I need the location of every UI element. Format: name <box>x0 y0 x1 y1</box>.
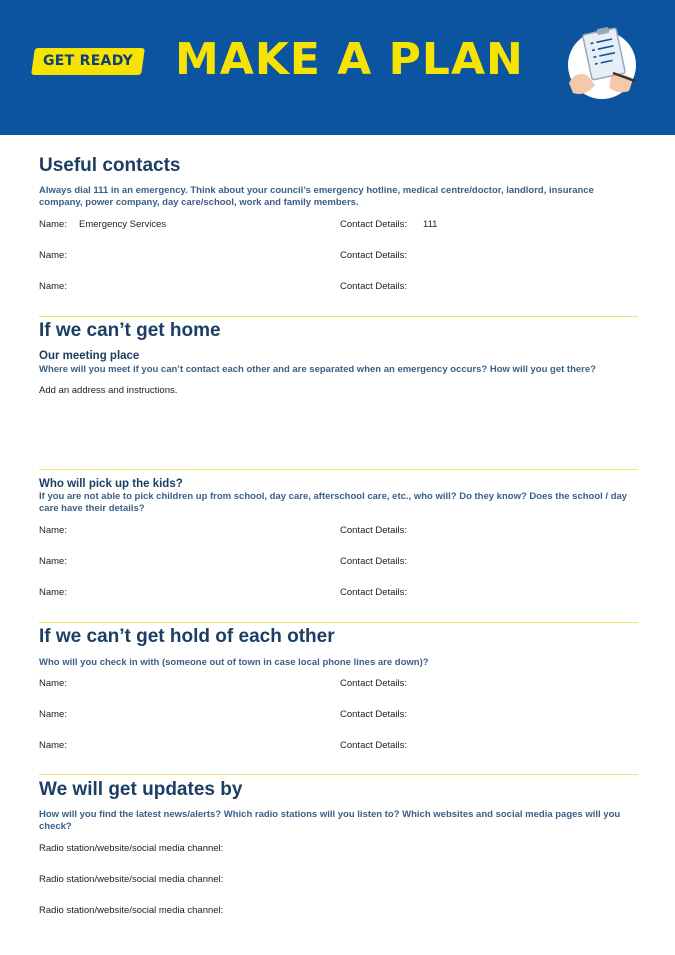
page-title: MAKE A PLAN <box>175 34 524 85</box>
kids-pickup-question: If you are not able to pick children up from school, day care, afterschool care, etc., who will? Do they know? Does the school / day care have their details? <box>39 491 628 514</box>
header-banner <box>0 0 675 135</box>
contact-details-label: Contact Details: <box>340 740 408 751</box>
contact-row[interactable] <box>39 556 637 570</box>
name-label: Name: <box>39 281 67 292</box>
section-divider <box>39 469 638 470</box>
useful-contacts-intro: Always dial 111 in an emergency. Think about your council’s emergency hotline, medical centre/doctor, landlord, insurance company, power company, day care/school, work and family members. <box>39 185 594 208</box>
cant-get-hold-intro: Who will you check in with (someone out of town in case local phone lines are down)? <box>39 657 429 668</box>
updates-intro: How will you find the latest news/alerts? Which radio stations will you listen to? Which websites and social media pages will you check? <box>39 809 621 832</box>
clipboard-checklist-icon <box>565 25 640 100</box>
contact-row[interactable] <box>39 740 637 754</box>
name-value[interactable]: Emergency Services <box>79 219 167 230</box>
name-label: Name: <box>39 250 67 261</box>
name-label: Name: <box>39 709 67 720</box>
meeting-place-question: Where will you meet if you can’t contact each other and are separated when an emergency occurs? How will you get there? <box>39 364 596 375</box>
name-label: Name: <box>39 587 67 598</box>
name-label: Name: <box>39 556 67 567</box>
contact-row[interactable] <box>39 709 637 723</box>
contact-details-label: Contact Details: <box>340 525 408 536</box>
contact-details-label: Contact Details: <box>340 709 408 720</box>
update-source-row[interactable]: Radio station/website/social media channel: <box>39 874 224 885</box>
meeting-place-field[interactable]: Add an address and instructions. <box>39 385 178 396</box>
meeting-place-subheading: Our meeting place <box>39 350 140 362</box>
section-heading-cant-get-home: If we can’t get home <box>39 320 221 341</box>
name-label: Name: <box>39 678 67 689</box>
badge-label: GET READY <box>42 53 134 69</box>
kids-pickup-subheading: Who will pick up the kids? <box>39 478 183 490</box>
contact-details-value[interactable]: 111 <box>423 219 438 230</box>
section-divider <box>39 774 638 775</box>
get-ready-badge <box>31 48 145 75</box>
contact-details-label: Contact Details: <box>340 678 408 689</box>
contact-row[interactable] <box>39 587 637 601</box>
contact-details-label: Contact Details: <box>340 219 408 230</box>
section-heading-cant-get-hold: If we can’t get hold of each other <box>39 626 335 647</box>
section-heading-useful-contacts: Useful contacts <box>39 155 181 176</box>
contact-details-label: Contact Details: <box>340 250 408 261</box>
contact-details-label: Contact Details: <box>340 556 408 567</box>
contact-row[interactable] <box>39 678 637 692</box>
name-label: Name: <box>39 525 67 536</box>
update-source-row[interactable]: Radio station/website/social media channel: <box>39 905 224 916</box>
name-label: Name: <box>39 219 67 230</box>
contact-row[interactable] <box>39 219 637 233</box>
name-label: Name: <box>39 740 67 751</box>
section-divider <box>39 622 638 623</box>
contact-row[interactable] <box>39 281 637 295</box>
contact-row[interactable] <box>39 250 637 264</box>
section-heading-updates: We will get updates by <box>39 779 243 800</box>
contact-details-label: Contact Details: <box>340 587 408 598</box>
contact-details-label: Contact Details: <box>340 281 408 292</box>
update-source-row[interactable]: Radio station/website/social media channel: <box>39 843 224 854</box>
contact-row[interactable] <box>39 525 637 539</box>
section-divider <box>39 316 638 317</box>
